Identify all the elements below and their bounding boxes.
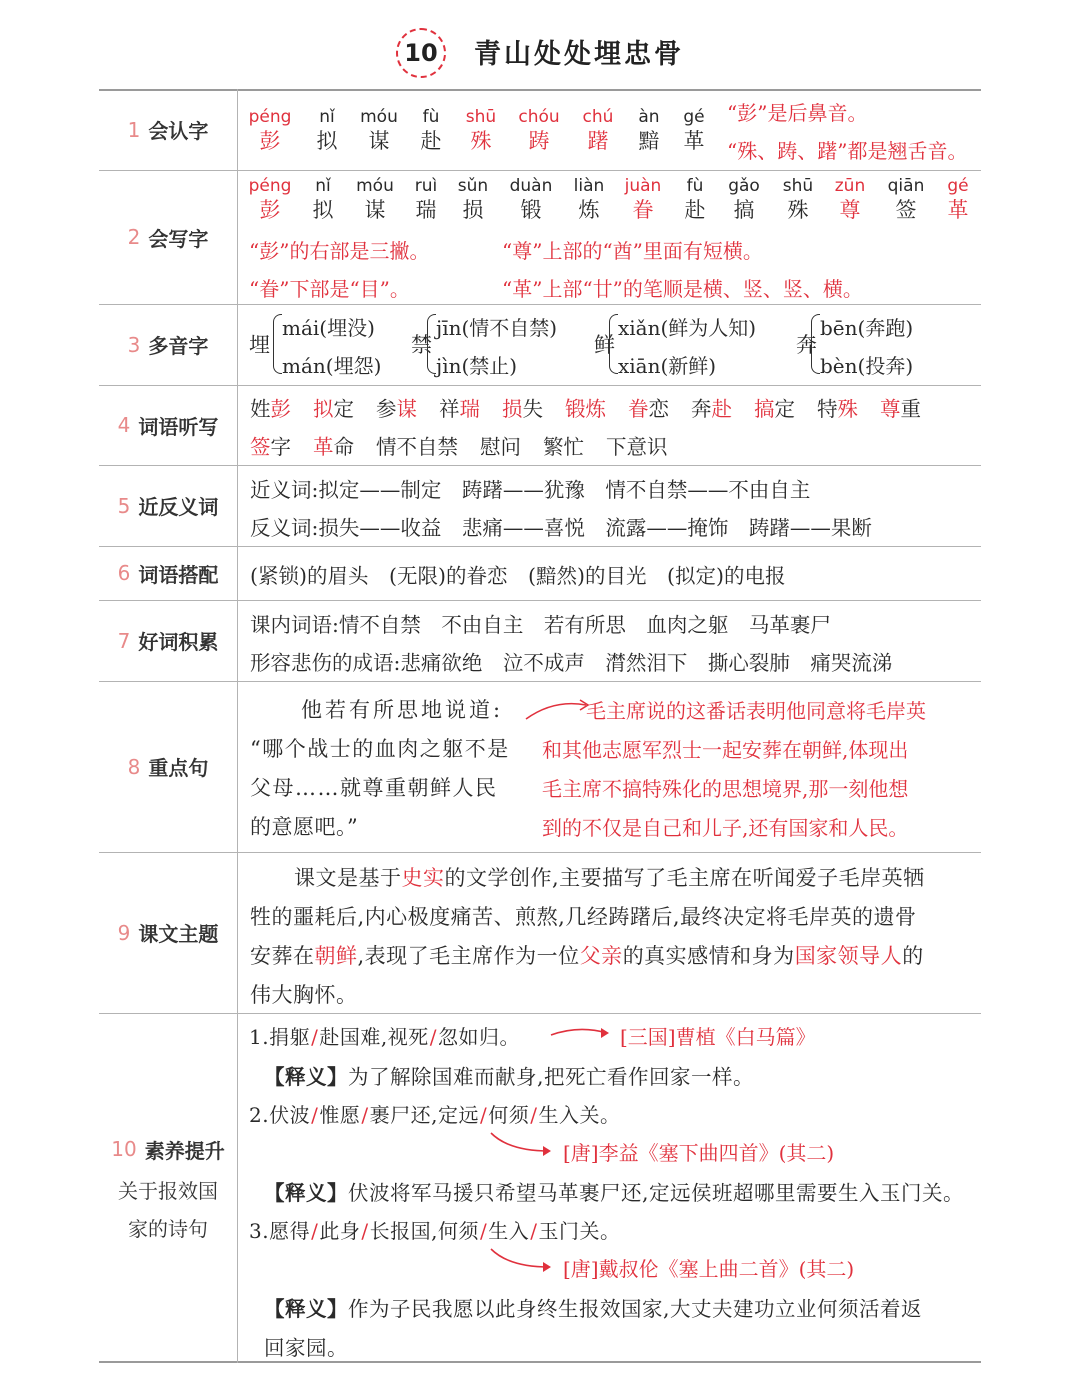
- poem-explain-1: 【释义】为了解除国难而献身,把死亡看作回家一样。: [264, 1065, 755, 1089]
- theme-line-1: 课文是基于史实的文学创作,主要描写了毛主席在听闻爱子毛岸英牺: [294, 866, 925, 890]
- poem-source-3: [唐]戴叔伦《塞上曲二首》(其二): [563, 1257, 855, 1281]
- analysis-1: 毛主席说的这番话表明他同意将毛岸英: [586, 699, 926, 723]
- hanzi: 彭: [259, 129, 281, 153]
- pinyin: liàn: [573, 176, 605, 196]
- hanzi: 黯: [638, 129, 660, 153]
- row-number: 7: [117, 628, 131, 653]
- row-label-text: 好词积累: [138, 630, 219, 654]
- pinyin: àn: [638, 107, 660, 127]
- row-number: 3: [127, 332, 141, 357]
- dictation-word: 锻炼: [565, 397, 606, 421]
- row-number: 4: [117, 413, 131, 437]
- row-number: 1: [127, 117, 141, 142]
- row-label-4: [99, 385, 237, 465]
- poem-line-1: 1.捐躯/赴国难,视死/忽如归。: [249, 1025, 520, 1049]
- synonyms-line: 近义词:拟定——制定 踌躇——犹豫 情不自禁——不由自主: [250, 478, 811, 502]
- row-label-text: 会认字: [148, 119, 209, 143]
- column-divider: [237, 89, 238, 1363]
- dictation-word: 尊重: [880, 397, 921, 421]
- antonyms-line: 反义词:损失——收益 悲痛——喜悦 流露——掩饰 踌躇——果断: [250, 516, 872, 540]
- row-number: 2: [127, 225, 141, 249]
- note-pronunciation-1: “彭”是后鼻音。: [727, 101, 868, 125]
- pinyin: sǔn: [457, 176, 489, 196]
- key-sentence-1: 他若有所思地说道:: [301, 698, 504, 722]
- hanzi: 彭: [259, 198, 281, 222]
- hanzi: 锻: [520, 198, 542, 222]
- dictation-word: 签字: [250, 435, 291, 459]
- lesson-number: 10: [404, 39, 438, 67]
- dictation-word: 情不自禁: [376, 435, 458, 459]
- polyphone-char: 埋: [249, 333, 270, 357]
- note-write-2: “尊”上部的“酋”里面有短横。: [502, 239, 763, 263]
- dictation-word: 眷恋: [628, 397, 669, 421]
- polyphone-char: 鲜: [594, 333, 615, 357]
- note-write-4: “革”上部“廿”的笔顺是横、竖、竖、横。: [502, 277, 863, 301]
- row-label-text: 素养提升: [144, 1138, 225, 1163]
- lesson-number-badge: [396, 28, 446, 78]
- brace-icon: [609, 314, 618, 374]
- dictation-word: 奔赴: [691, 397, 732, 421]
- hanzi: 踌: [528, 129, 550, 153]
- hanzi: 拟: [312, 198, 334, 222]
- pinyin: shū: [465, 107, 497, 127]
- collocation-line: (紧锁)的眉头 (无限)的眷恋 (黯然)的目光 (拟定)的电报: [250, 564, 786, 588]
- dictation-word: 损失: [502, 397, 543, 421]
- theme-line-3: 安葬在朝鲜,表现了毛主席作为一位父亲的真实感情和身为国家领导人的: [250, 944, 924, 968]
- dictation-word: 特殊: [817, 397, 858, 421]
- theme-line-2: 牲的噩耗后,内心极度痛苦、煎熬,几经踌躇后,最终决定将毛岸英的遗骨: [250, 905, 917, 929]
- knowledge-table: [99, 89, 981, 1363]
- dictation-word: 祥瑞: [439, 397, 480, 421]
- polyphone-char: 禁: [411, 333, 432, 357]
- hanzi: 眷: [632, 198, 654, 222]
- dictation-word: 繁忙: [543, 435, 584, 459]
- polyphone-reading: bēn(奔跑): [820, 316, 914, 340]
- polyphone-reading: mái(埋没): [282, 316, 375, 340]
- lesson-header: [0, 24, 1080, 80]
- hanzi: 殊: [787, 198, 809, 222]
- poem-line-3: 3.愿得/此身/长报国,何须/生入/玉门关。: [249, 1219, 621, 1243]
- dictation-word: 搞定: [754, 397, 795, 421]
- pinyin: qiān: [887, 176, 925, 196]
- pinyin: ruì: [414, 176, 438, 196]
- polyphone-reading: bèn(投奔): [820, 354, 914, 378]
- divider: [99, 1361, 981, 1363]
- row-label-5: [99, 465, 237, 546]
- poem-source-2: [唐]李益《塞下曲四首》(其二): [563, 1141, 835, 1165]
- pinyin: gǎo: [728, 176, 760, 196]
- poem-explain-3: 【释义】作为子民我愿以此身终生报效国家,大丈夫建功立业何须活着返: [264, 1297, 923, 1321]
- key-sentence-2: “哪个战士的血肉之躯不是: [250, 737, 510, 761]
- poem-explain-3b: 回家园。: [264, 1336, 348, 1360]
- poem-explain-2: 【释义】伏波将军马援只希望马革裹尸还,定远侯班超哪里需要生入玉门关。: [264, 1181, 965, 1205]
- row-number: 8: [127, 754, 141, 779]
- note-pronunciation-2: “殊、踌、躇”都是翘舌音。: [727, 139, 968, 163]
- polyphone-reading: jīn(情不自禁): [436, 316, 558, 340]
- row-label-text: 近反义词: [138, 495, 219, 519]
- pinyin: fù: [686, 176, 704, 196]
- row-10-sub2: 家的诗句: [128, 1217, 208, 1241]
- row-number: 5: [117, 493, 131, 518]
- theme-line-4: 伟大胸怀。: [250, 983, 358, 1007]
- pinyin: móu: [356, 176, 394, 196]
- hanzi: 赴: [420, 129, 442, 153]
- row-label-text: 多音字: [148, 334, 209, 358]
- hanzi: 尊: [839, 198, 861, 222]
- pinyin: zūn: [834, 176, 866, 196]
- row-10-sub1: 关于报效国: [118, 1179, 218, 1203]
- dictation-line-2: [250, 430, 690, 460]
- row-label-3: [99, 304, 237, 385]
- dictation-word: 姓彭: [250, 397, 291, 421]
- polyphone-reading: jìn(禁止): [436, 354, 518, 378]
- pinyin: gé: [683, 107, 705, 127]
- pinyin: péng: [248, 107, 292, 127]
- hanzi: 躇: [587, 129, 609, 153]
- pinyin: juàn: [624, 176, 662, 196]
- polyphone-reading: mán(埋怨): [282, 354, 382, 378]
- pinyin: chú: [582, 107, 614, 127]
- key-sentence-3: 父母……就尊重朝鲜人民: [250, 776, 498, 800]
- analysis-2: 和其他志愿军烈士一起安葬在朝鲜,体现出: [542, 738, 909, 762]
- good-words-line-2: 形容悲伤的成语:悲痛欲绝 泣不成声 潸然泪下 撕心裂肺 痛哭流涕: [250, 651, 893, 675]
- arrow-curve-icon: [489, 1129, 557, 1159]
- brace-icon: [273, 314, 282, 374]
- polyphone-reading: xiǎn(鲜为人知): [618, 316, 757, 340]
- row-label-text: 课文主题: [138, 922, 219, 946]
- row-label-10: [99, 1129, 237, 1169]
- dictation-word: 慰问: [480, 435, 521, 459]
- brace-icon: [811, 314, 820, 374]
- hanzi: 签: [895, 198, 917, 222]
- analysis-4: 到的不仅是自己和儿子,还有国家和人民。: [542, 816, 909, 840]
- row-label-9: [99, 852, 237, 1013]
- pinyin: péng: [248, 176, 292, 196]
- row-number: 9: [117, 920, 131, 945]
- hanzi: 谋: [368, 129, 390, 153]
- row-label-text: 词语听写: [138, 414, 219, 439]
- divider: [99, 1013, 981, 1014]
- poem-source-1: [三国]曹植《白马篇》: [620, 1025, 816, 1049]
- row-label-text: 词语搭配: [138, 562, 219, 587]
- arrow-right-icon: [549, 1023, 615, 1043]
- row-number: 6: [117, 561, 131, 585]
- key-sentence-4: 的意愿吧。”: [250, 815, 359, 839]
- hanzi: 瑞: [415, 198, 437, 222]
- poem-line-2: 2.伏波/惟愿/裹尸还,定远/何须/生入关。: [249, 1103, 621, 1127]
- dictation-word: 拟定: [313, 397, 354, 421]
- row-label-2: [99, 170, 237, 304]
- pinyin: duàn: [509, 176, 553, 196]
- row-label-text: 会写字: [148, 226, 209, 251]
- note-write-3: “眷”下部是“目”。: [249, 277, 410, 301]
- row-label-7: [99, 600, 237, 681]
- dictation-word: 革命: [313, 435, 354, 459]
- dictation-word: 下意识: [606, 435, 668, 459]
- pinyin: nǐ: [319, 107, 335, 127]
- hanzi: 殊: [470, 129, 492, 153]
- pinyin: nǐ: [315, 176, 331, 196]
- dictation-line-1: [250, 392, 943, 422]
- row-number: 10: [111, 1137, 137, 1161]
- lesson-title: 青山处处埋忠骨: [474, 39, 684, 70]
- brace-icon: [427, 314, 436, 374]
- hanzi: 革: [947, 198, 969, 222]
- polyphone-char: 奔: [796, 333, 817, 357]
- hanzi: 炼: [578, 198, 600, 222]
- hanzi: 搞: [733, 198, 755, 222]
- row-label-text: 重点句: [148, 756, 209, 780]
- good-words-line-1: 课内词语:情不自禁 不由自主 若有所思 血肉之躯 马革裹尸: [250, 613, 831, 637]
- hanzi: 革: [683, 129, 705, 153]
- polyphone-reading: xiān(新鲜): [618, 354, 717, 378]
- row-label-1: [99, 89, 237, 170]
- hanzi: 拟: [316, 129, 338, 153]
- pinyin: gé: [947, 176, 969, 196]
- arrow-curve-icon: [489, 1245, 557, 1275]
- hanzi: 谋: [364, 198, 386, 222]
- row-label-6: [99, 546, 237, 600]
- hanzi: 损: [462, 198, 484, 222]
- pinyin: chóu: [518, 107, 560, 127]
- dictation-word: 参谋: [376, 397, 417, 421]
- arrow-curve-icon: [524, 695, 594, 723]
- pinyin: shū: [782, 176, 814, 196]
- note-write-1: “彭”的右部是三撇。: [249, 239, 430, 263]
- pinyin: fù: [422, 107, 440, 127]
- pinyin: móu: [360, 107, 398, 127]
- analysis-3: 毛主席不搞特殊化的思想境界,那一刻他想: [542, 777, 909, 801]
- row-label-8: [99, 681, 237, 852]
- hanzi: 赴: [684, 198, 706, 222]
